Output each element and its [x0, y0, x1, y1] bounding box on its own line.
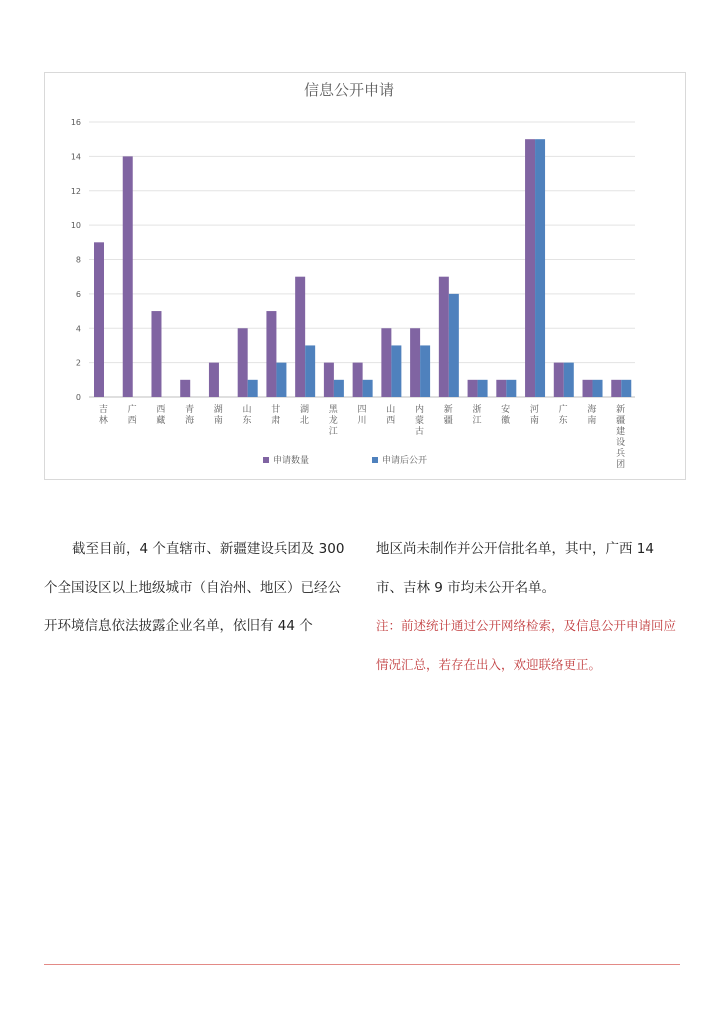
bar — [209, 363, 219, 397]
x-tick-label: 河 — [529, 405, 539, 415]
y-tick-label: 10 — [70, 221, 81, 231]
x-tick-label: 青 — [185, 405, 195, 415]
y-tick-label: 12 — [70, 186, 81, 196]
x-tick-label: 西 — [386, 416, 396, 426]
bar — [496, 380, 506, 397]
x-tick-label: 兵 — [616, 449, 626, 459]
x-tick-label: 四 — [357, 405, 367, 415]
x-tick-label: 设 — [616, 438, 626, 448]
bar — [535, 139, 545, 397]
x-tick-label: 浙 — [472, 405, 482, 415]
x-tick-label: 肃 — [271, 416, 281, 426]
x-tick-label: 南 — [529, 416, 539, 426]
chart-title: 信息公开申请 — [303, 81, 395, 99]
bar — [564, 363, 574, 397]
x-tick-label: 甘 — [271, 405, 281, 415]
bar — [305, 345, 315, 397]
x-tick-label: 江 — [328, 427, 338, 437]
bar — [611, 380, 621, 397]
bar — [363, 380, 373, 397]
bar — [248, 380, 258, 397]
y-tick-label: 0 — [75, 393, 81, 402]
x-tick-label: 广 — [558, 405, 568, 415]
chart-panel — [44, 72, 686, 480]
bar — [180, 380, 190, 397]
y-tick-label: 8 — [75, 255, 81, 265]
body-paragraph-right: 地区尚未制作并公开信批名单，其中，广西 14 市、吉林 9 市均未公开名单。 — [376, 541, 654, 596]
x-tick-label: 徽 — [501, 416, 511, 426]
bar — [381, 328, 391, 397]
bar — [238, 328, 248, 397]
x-tick-label: 龙 — [328, 416, 338, 426]
bar — [334, 380, 344, 397]
bar — [554, 363, 564, 397]
y-tick-label: 16 — [70, 118, 81, 127]
x-tick-label: 东 — [558, 416, 568, 426]
legend-label: 申请后公开 — [382, 456, 428, 466]
x-tick-label: 团 — [616, 460, 626, 470]
right-column — [376, 530, 682, 684]
footer-divider — [44, 964, 680, 965]
bar — [621, 380, 631, 397]
bar — [391, 345, 401, 397]
x-tick-label: 疆 — [616, 416, 626, 426]
x-tick-label: 东 — [242, 416, 252, 426]
bar — [420, 345, 430, 397]
x-tick-label: 藏 — [156, 416, 166, 426]
x-tick-label: 建 — [616, 427, 626, 437]
x-tick-label: 古 — [414, 427, 424, 437]
x-tick-label: 广 — [127, 405, 137, 415]
bar-chart — [45, 73, 685, 479]
x-tick-label: 蒙 — [414, 416, 424, 426]
x-tick-label: 海 — [185, 416, 195, 426]
x-tick-label: 南 — [587, 416, 597, 426]
x-tick-label: 南 — [213, 416, 223, 426]
x-tick-label: 川 — [357, 416, 367, 426]
bar — [266, 311, 276, 397]
x-tick-label: 新 — [443, 405, 453, 415]
bar — [94, 242, 104, 397]
y-tick-label: 6 — [75, 289, 81, 299]
note-text: 注：前述统计通过公开网络检索，及信息公开申请回应情况汇总，若存在出入，欢迎联络更正。 — [376, 618, 677, 672]
x-tick-label: 湖 — [300, 405, 310, 415]
legend-label: 申请数量 — [273, 456, 310, 466]
bar — [276, 363, 286, 397]
bar — [478, 380, 488, 397]
x-tick-label: 疆 — [443, 416, 453, 426]
x-tick-label: 山 — [242, 405, 252, 415]
bar — [583, 380, 593, 397]
bar — [506, 380, 516, 397]
bar — [525, 139, 535, 397]
y-tick-label: 14 — [70, 152, 81, 162]
body-paragraph-left: 截至目前，4 个直辖市、新疆建设兵团及 300 个全国设区以上地级城市（自治州、地区）已经公开环境信息依法披露企业名单，依旧有 44 个 — [44, 541, 345, 634]
bar — [353, 363, 363, 397]
x-tick-label: 新 — [616, 405, 626, 415]
bar — [439, 277, 449, 397]
legend-swatch — [372, 457, 378, 463]
left-column — [44, 530, 352, 646]
legend-swatch — [263, 457, 269, 463]
y-tick-label: 2 — [75, 358, 81, 368]
bar — [123, 156, 133, 397]
x-tick-label: 山 — [386, 405, 396, 415]
y-tick-label: 4 — [75, 324, 81, 334]
bar — [449, 294, 459, 397]
x-tick-label: 黑 — [328, 405, 338, 415]
x-tick-label: 林 — [98, 416, 108, 426]
bar — [593, 380, 603, 397]
bar — [324, 363, 334, 397]
x-tick-label: 湖 — [213, 405, 223, 415]
x-tick-label: 内 — [414, 405, 424, 415]
bar — [151, 311, 161, 397]
x-tick-label: 江 — [472, 416, 482, 426]
x-tick-label: 海 — [587, 405, 597, 415]
bar — [295, 277, 305, 397]
bar — [410, 328, 420, 397]
x-tick-label: 西 — [127, 416, 137, 426]
x-tick-label: 西 — [156, 405, 166, 415]
bar — [468, 380, 478, 397]
x-tick-label: 吉 — [98, 405, 108, 415]
x-tick-label: 北 — [300, 416, 310, 426]
x-tick-label: 安 — [501, 405, 511, 415]
